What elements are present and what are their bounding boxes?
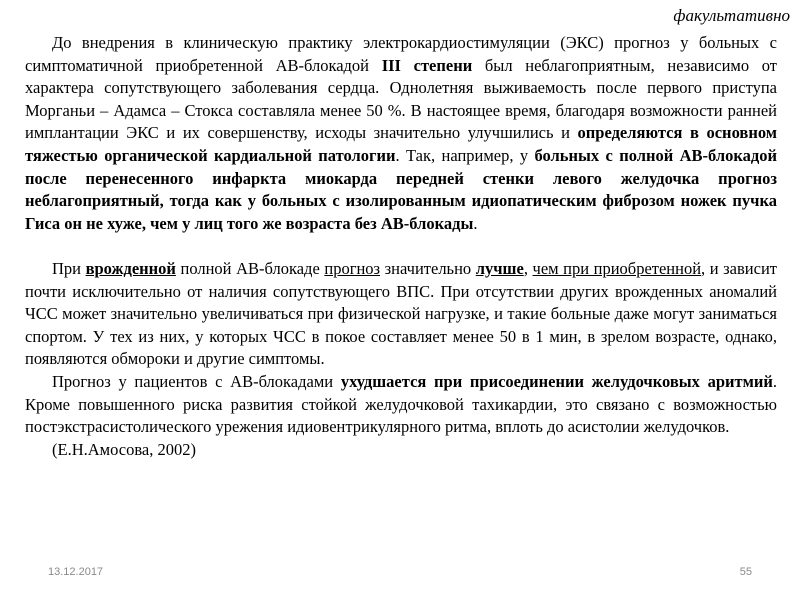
text-span: . bbox=[473, 213, 478, 233]
footer-date: 13.12.2017 bbox=[48, 566, 104, 578]
slide-number: 55 bbox=[739, 566, 752, 578]
text-span: При bbox=[52, 258, 86, 278]
text-span: . Кроме повышенного риска развития стойкой желудочковой тахикардии, это связано с возможностью постэкстрасистолического урежения идиовентрикулярного ритма, вплоть до асистолии желудочков. bbox=[25, 371, 777, 437]
paragraph-gap bbox=[25, 235, 777, 258]
text-span: , bbox=[523, 258, 533, 278]
bold-underlined-congenital: врожденной bbox=[85, 258, 176, 278]
slide-body bbox=[25, 32, 777, 461]
paragraph-prognosis-congenital bbox=[25, 258, 777, 371]
bold-worsens: ухудшается при присоединении желудочковых аритмий bbox=[340, 371, 773, 391]
underlined-than-acquired: чем при приобретенной bbox=[532, 258, 702, 278]
text-span: , и зависит почти исключительно от наличия сопутствующего ВПС. При отсутствии других врожденных аномалий ЧСС может значительно увеличиваться при физической нагрузке, и такие больные даже могут заниматься спортом. У тех из них, у которых ЧСС в покое составляет менее 50 в 1 мин, в зрелом возрасте, однако, появляются обмороки и другие симптомы. bbox=[25, 258, 777, 369]
bold-degree: III степени bbox=[381, 55, 473, 75]
paragraph-ventricular-arrhythmias bbox=[25, 371, 777, 439]
paragraph-prognosis-acquired bbox=[25, 32, 777, 235]
bold-underlined-better: лучше bbox=[475, 258, 524, 278]
text-span: До внедрения в клиническую практику электрокардиостимуляции (ЭКС) прогноз у больных с симптоматичной приобретенной АВ-блокадой bbox=[25, 33, 777, 75]
citation: (Е.Н.Амосова, 2002) bbox=[52, 439, 196, 459]
bold-example: больных с полной АВ-блокадой после перенесенного инфаркта миокарда передней стенки левого желудочка прогноз неблагоприятный, тогда как у больных с изолированным идиопатическим фиброзом ножек пучка Гиса он не хуже, чем у лиц того же возраста без АВ-блокады bbox=[25, 145, 777, 233]
text-span: . Так, например, у bbox=[395, 145, 535, 165]
optional-tag: факультативно bbox=[673, 6, 790, 25]
underlined-prognosis: прогноз bbox=[324, 258, 381, 278]
text-span: Прогноз у пациентов с АВ-блокадами bbox=[52, 371, 341, 391]
bold-determined: определяются в основном тяжестью органической кардиальной патологии bbox=[25, 123, 777, 165]
text-span: значительно bbox=[380, 258, 476, 278]
text-span: был неблагоприятным, независимо от характера сопутствующего заболевания сердца. Однолетняя выживаемость после первого приступа Морганьи – Адамса – Стокса составляла менее 50 %. В настоящее время, благодаря возможности ранней имплантации ЭКС и их совершенству, исходы значительно улучшились и bbox=[25, 55, 777, 143]
text-span: полной АВ-блокаде bbox=[175, 258, 325, 278]
